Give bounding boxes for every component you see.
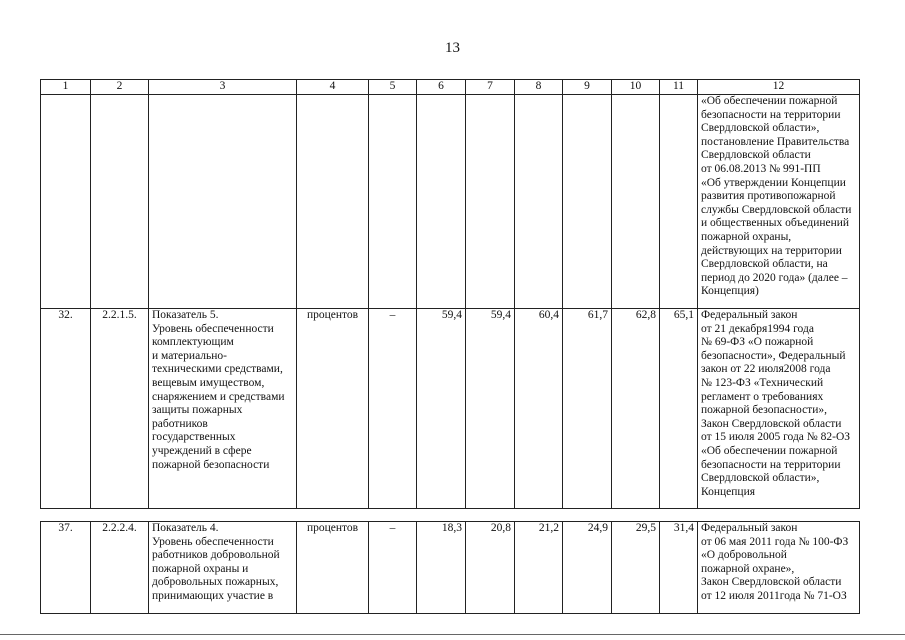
unit-of-measure: процентов xyxy=(297,309,369,509)
col-header-5: 5 xyxy=(369,80,417,95)
indicators-table xyxy=(40,79,860,509)
value-col-7: 20,8 xyxy=(466,522,515,614)
value-col-6: 18,3 xyxy=(417,522,466,614)
value-col-5: – xyxy=(369,522,417,614)
col-header-3: 3 xyxy=(149,80,297,95)
legal-basis-cell: Федеральный закон от 06 мая 2011 года № 100-ФЗ «О добровольной пожарной охране», Закон Свердловской области от 12 июля 2011года № 71-ОЗ xyxy=(698,522,860,614)
value-col-5: – xyxy=(369,309,417,509)
col-header-11: 11 xyxy=(660,80,698,95)
value-col-9: 24,9 xyxy=(563,522,612,614)
table-row-32 xyxy=(41,309,860,509)
indicator-name: Показатель 5. Уровень обеспеченности комплектующим и материально- техническими средствами, вещевым имуществом, снаряжением и средствами защиты пожарных работников государственных учреждений в сфере пожарной безопасности xyxy=(149,309,297,509)
col-header-7: 7 xyxy=(466,80,515,95)
col-header-4: 4 xyxy=(297,80,369,95)
col-header-6: 6 xyxy=(417,80,466,95)
value-col-8: 21,2 xyxy=(515,522,563,614)
page-number: 13 xyxy=(445,40,460,56)
legal-basis-cell: Федеральный закон от 21 декабря1994 года № 69-ФЗ «О пожарной безопасности», Федеральный закон от 22 июля2008 года № 123-ФЗ «Технический регламент о требованиях пожарной безопасности», Закон Свердловской области от 15 июля 2005 года № 82-ОЗ «Об обеспечении пожарной безопасности на территории Свердловской области», Концепция xyxy=(698,309,860,509)
col-header-1: 1 xyxy=(41,80,91,95)
table-row-continuation xyxy=(41,95,860,309)
indicators-table-continued xyxy=(40,521,860,614)
row-number: 32. xyxy=(41,309,91,509)
value-col-10: 62,8 xyxy=(612,309,660,509)
value-col-11: 65,1 xyxy=(660,309,698,509)
value-col-9: 61,7 xyxy=(563,309,612,509)
value-col-11: 31,4 xyxy=(660,522,698,614)
value-col-7: 59,4 xyxy=(466,309,515,509)
col-header-2: 2 xyxy=(91,80,149,95)
value-col-6: 59,4 xyxy=(417,309,466,509)
indicator-name: Показатель 4. Уровень обеспеченности работников добровольной пожарной охраны и добровольных пожарных, принимающих участие в xyxy=(149,522,297,614)
value-col-10: 29,5 xyxy=(612,522,660,614)
col-header-12: 12 xyxy=(698,80,860,95)
table-row-37 xyxy=(41,522,860,614)
unit-of-measure: процентов xyxy=(297,522,369,614)
page-bottom-edge xyxy=(0,634,905,635)
indicator-code: 2.2.1.5. xyxy=(91,309,149,509)
col-header-8: 8 xyxy=(515,80,563,95)
indicator-code: 2.2.2.4. xyxy=(91,522,149,614)
column-header-row xyxy=(41,80,860,95)
col-header-9: 9 xyxy=(563,80,612,95)
row-number: 37. xyxy=(41,522,91,614)
value-col-8: 60,4 xyxy=(515,309,563,509)
col-header-10: 10 xyxy=(612,80,660,95)
legal-basis-cell: «Об обеспечении пожарной безопасности на территории Свердловской области», постановление Правительства Свердловской области от 06.08.2013 № 991-ПП «Об утверждении Концепции развития противопожарной службы Свердловской области и общественных объединений пожарной охраны, действующих на территории Свердловской области, на период до 2020 года» (далее – Концепция) xyxy=(698,95,860,309)
